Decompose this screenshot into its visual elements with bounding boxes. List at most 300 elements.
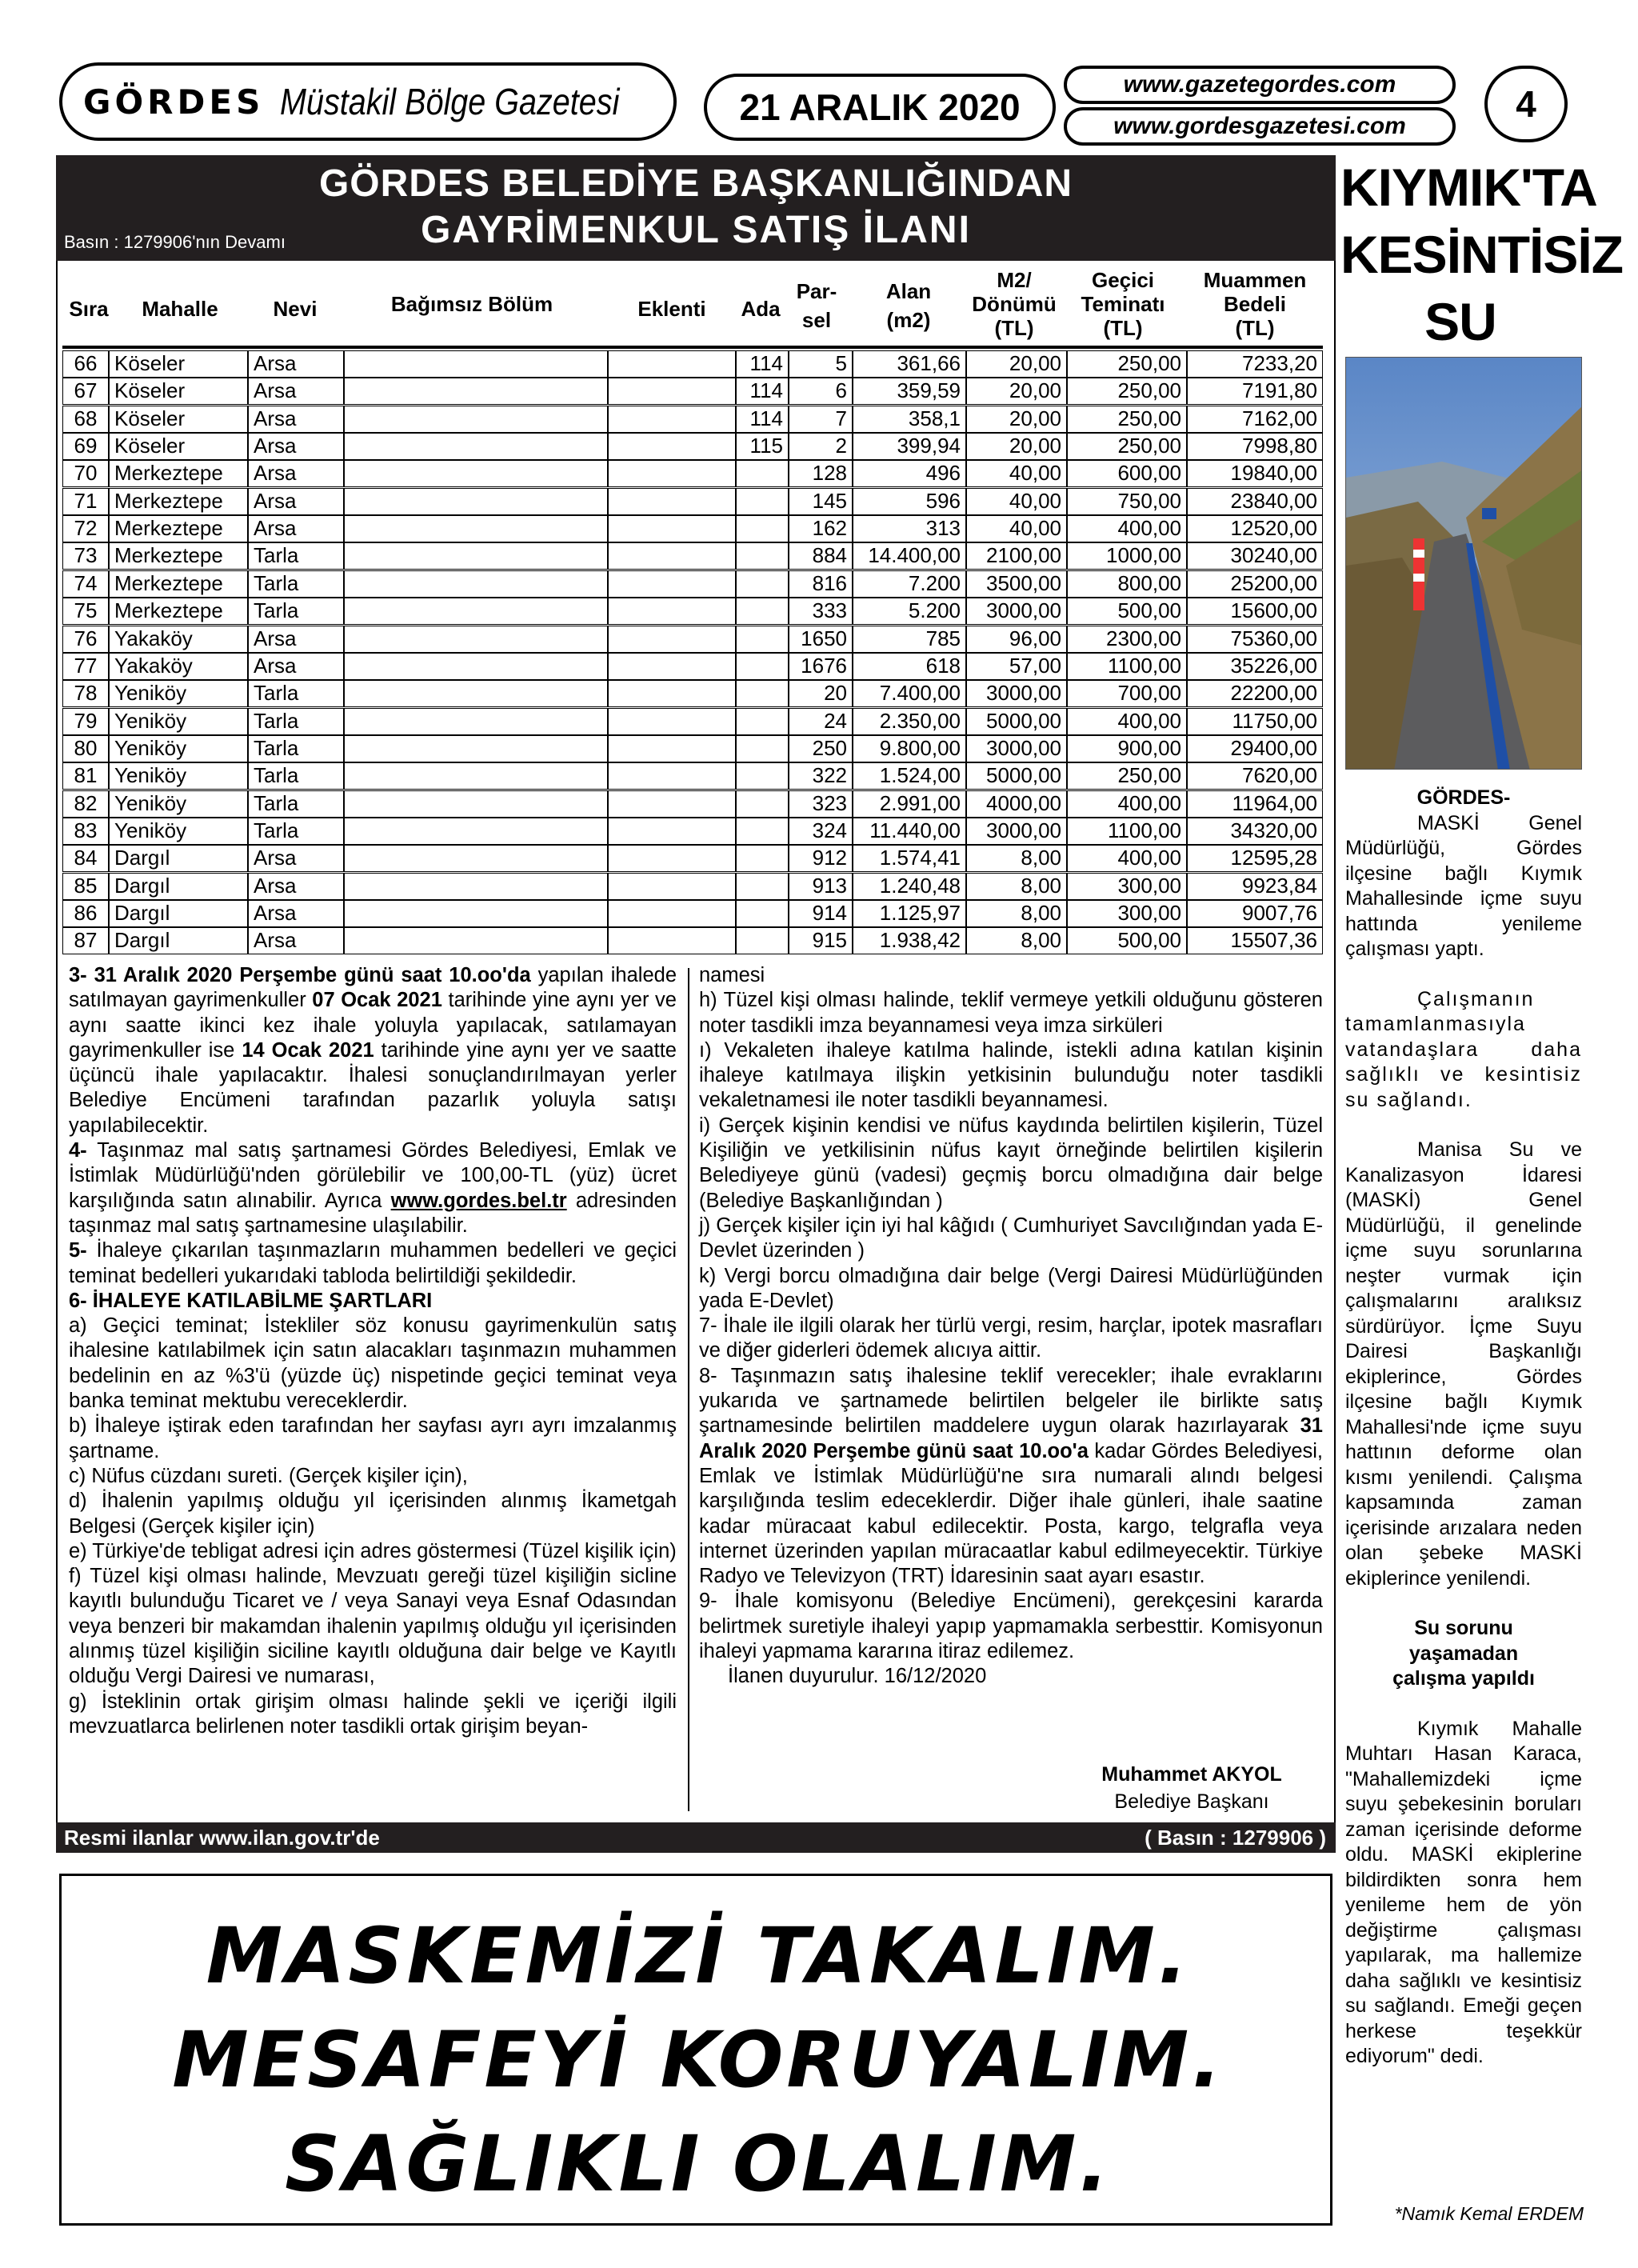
ad-title-2: GAYRİMENKUL SATIŞ İLANI [421, 209, 971, 251]
table-cell-bedel: 7162,00 [1187, 406, 1323, 433]
news-paragraph-3: Manisa Su ve Kanalizasyon İdaresi (MASKİ) Genel Müdürlüğü, il genelinde içme suyu sorunlarına neşter vurmak için çalışmalarını aralıksız sürdürüyor. İçme Suyu Dairesi Başkanlığı ekiplerince, Gördes ilçesine bağlı Kıymık Mahallesi'nde içme suyu hattının deforme olan kısmı yenilendi. Çalışma kapsamında zaman içerisinde arızalara neden olan şebeke MASKİ ekiplerince yenilendi. [1345, 1138, 1582, 1590]
table-cell-alan: 618 [853, 653, 966, 680]
table-cell-empty [344, 378, 608, 405]
table-cell-ada [736, 818, 789, 845]
table-cell-alan: 1.574,41 [853, 845, 966, 872]
condition-i-dotless: ı) Vekaleten ihaleye katılma halinde, istekli adına katılan kişinin ihaleye katılmaya ilişkin yetkisinin bulunduğu noter tasdikli vekaletnamesi ile noter tasdikli beyannamesi. [699, 1038, 1323, 1112]
table-cell-teminat: 1100,00 [1067, 653, 1187, 680]
table-cell-teminat: 400,00 [1067, 845, 1187, 872]
news-paragraph-1: MASKİ Genel Müdürlüğü, Gördes ilçesine bağlı Kıymık Mahallesinde içme suyu hattında yenileme çalışması yaptı. [1345, 811, 1582, 960]
table-cell-nevi: Tarla [248, 735, 344, 762]
condition-k: k) Vergi borcu olmadığına dair belge (Vergi Dairesi Müdürlüğünden yada E-Devlet) [699, 1264, 1323, 1312]
table-cell-empty [344, 790, 608, 818]
table-cell-empty [608, 542, 736, 570]
table-cell-parsel: 162 [789, 515, 853, 542]
table-cell-nevi: Arsa [248, 900, 344, 927]
table-cell-teminat: 300,00 [1067, 873, 1187, 900]
header-sira: Sıra [69, 297, 109, 321]
table-cell-empty [608, 900, 736, 927]
table-cell-parsel: 915 [789, 927, 853, 954]
condition-c: c) Nüfus cüzdanı sureti. (Gerçek kişiler için), [69, 1464, 468, 1487]
paragraph-8: 8- Taşınmazın satış ihalesine teklif verecekler; ihale evraklarını yukarıda ve şartnamede belirtilen belgeler ile birlikte satış şartnamesinde belirtilen maddelere uygun olarak hazırlayarak 31 Aralık 2020 Perşembe günü saat 10.oo'a kadar Gördes Belediyesi, Emlak ve İstimlak Müdürlüğü'ne sıra numarali alındı belgesi karşılığında teslim edeceklerdir. Diğer ihale günleri, ihale saatine kadar müracaat kabul edilecektir. Posta, kargo, telgrafla veya internet üzerinden yapılan müracaatlar kabul edilmeyecektir. Türkiye Radyo ve Televizyon (TRT) İdaresinin saat ayarı esastır. [699, 1364, 1324, 1588]
table-cell-empty [608, 488, 736, 515]
table-cell-mahalle: Dargıl [109, 927, 248, 954]
news-headline-1: KIYMIK'TA [1340, 158, 1597, 217]
table-cell-parsel: 912 [789, 845, 853, 872]
table-cell-empty [344, 873, 608, 900]
table-cell-parsel: 250 [789, 735, 853, 762]
header-nevi: Nevi [273, 297, 318, 321]
header-eklenti: Eklenti [637, 297, 706, 321]
table-cell-nevi: Tarla [248, 542, 344, 570]
condition-b: b) İhaleye iştirak eden tarafından her sayfası ayrı ayrı imzalanmış şartname. [69, 1414, 677, 1462]
table-cell-alan: 1.240,48 [853, 873, 966, 900]
table-cell-bedel: 7620,00 [1187, 762, 1323, 790]
table-cell-empty [608, 515, 736, 542]
table-cell-empty [344, 653, 608, 680]
table-cell-donum: 3000,00 [966, 598, 1067, 625]
table-cell-teminat: 600,00 [1067, 460, 1187, 487]
table-cell-ada: 114 [736, 406, 789, 433]
table-cell-donum: 8,00 [966, 927, 1067, 954]
table-cell-alan: 11.440,00 [853, 818, 966, 845]
header-ada: Ada [741, 297, 781, 321]
header-parsel-1: Par- [796, 279, 837, 303]
table-cell-bedel: 15507,36 [1187, 927, 1323, 954]
paragraph-4: 4- Taşınmaz mal satış şartnamesi Gördes Belediyesi, Emlak ve İstimlak Müdürlüğü'nden görülebilir ve 100,00-TL (yüz) ücret karşılığında satın alınabilir. Ayrıca www.gordes.bel.tr adresinden taşınmaz mal satış şartnamesine ulaşılabilir. [69, 1139, 677, 1237]
ad-title-1: GÖRDES BELEDİYE BAŞKANLIĞINDAN [318, 162, 1073, 205]
table-cell-alan: 1.524,00 [853, 762, 966, 790]
table-cell-nevi: Arsa [248, 927, 344, 954]
table-cell-parsel: 6 [789, 378, 853, 405]
table-cell-sira: 68 [62, 406, 109, 433]
table-cell-mahalle: Yakaköy [109, 653, 248, 680]
table-cell-teminat: 500,00 [1067, 598, 1187, 625]
mask-campaign-box [59, 1874, 1332, 2226]
table-cell-parsel: 128 [789, 460, 853, 487]
table-cell-ada [736, 900, 789, 927]
condition-a: a) Geçici teminat; İstekliler söz konusu gayrimenkulün satış ihalesine katılabilmek için satın alacakları taşınmazın muhammen bedelinin en az %3'ü (yüzde üç) nispetinde geçici teminat veya banka teminat mektubu vereceklerdir. [69, 1314, 677, 1413]
table-cell-parsel: 884 [789, 542, 853, 570]
table-cell-parsel: 333 [789, 598, 853, 625]
table-cell-bedel: 7998,80 [1187, 433, 1323, 460]
table-cell-alan: 399,94 [853, 433, 966, 460]
table-cell-empty [344, 406, 608, 433]
table-cell-teminat: 250,00 [1067, 378, 1187, 405]
table-cell-bedel: 75360,00 [1187, 626, 1323, 653]
table-cell-donum: 4000,00 [966, 790, 1067, 818]
table-cell-parsel: 816 [789, 570, 853, 598]
table-cell-mahalle: Merkeztepe [109, 542, 248, 570]
table-cell-empty [608, 762, 736, 790]
table-cell-ada [736, 845, 789, 872]
news-headline-2: KESİNTİSİZ [1340, 225, 1624, 284]
table-cell-parsel: 913 [789, 873, 853, 900]
table-cell-nevi: Arsa [248, 433, 344, 460]
table-cell-teminat: 800,00 [1067, 570, 1187, 598]
table-cell-donum: 96,00 [966, 626, 1067, 653]
table-cell-donum: 20,00 [966, 406, 1067, 433]
news-headline-3: SU [1424, 292, 1496, 351]
table-cell-mahalle: Dargıl [109, 873, 248, 900]
page-number: 4 [1484, 66, 1568, 142]
table-cell-sira: 70 [62, 460, 109, 487]
website-link-1[interactable]: www.gazetegordes.com [1064, 66, 1456, 104]
ad-footer [56, 1822, 1336, 1853]
table-cell-empty [344, 542, 608, 570]
table-cell-bedel: 9923,84 [1187, 873, 1323, 900]
table-cell-mahalle: Dargıl [109, 900, 248, 927]
news-subhead-2: yaşamadan [1408, 1642, 1519, 1665]
table-cell-nevi: Tarla [248, 790, 344, 818]
table-cell-ada [736, 460, 789, 487]
table-cell-mahalle: Yeniköy [109, 818, 248, 845]
table-cell-bedel: 12595,28 [1187, 845, 1323, 872]
table-cell-parsel: 24 [789, 708, 853, 735]
table-cell-sira: 76 [62, 626, 109, 653]
table-cell-alan: 496 [853, 460, 966, 487]
table-cell-empty [608, 350, 736, 378]
table-cell-bedel: 12520,00 [1187, 515, 1323, 542]
municipality-link[interactable]: www.gordes.bel.tr [390, 1189, 567, 1212]
table-cell-parsel: 323 [789, 790, 853, 818]
table-cell-parsel: 5 [789, 350, 853, 378]
table-cell-empty [344, 680, 608, 707]
table-cell-nevi: Arsa [248, 460, 344, 487]
table-cell-mahalle: Yeniköy [109, 708, 248, 735]
table-cell-empty [344, 818, 608, 845]
column-divider [688, 968, 689, 1811]
table-cell-empty [608, 735, 736, 762]
table-cell-parsel: 7 [789, 406, 853, 433]
table-cell-bedel: 9007,76 [1187, 900, 1323, 927]
condition-g-cont: namesi [699, 964, 765, 986]
table-cell-sira: 73 [62, 542, 109, 570]
header-donum-2: Dönümü [972, 292, 1057, 316]
table-cell-ada [736, 873, 789, 900]
table-cell-donum: 8,00 [966, 873, 1067, 900]
table-cell-donum: 8,00 [966, 900, 1067, 927]
table-cell-mahalle: Merkeztepe [109, 460, 248, 487]
condition-h: h) Tüzel kişi olması halinde, teklif vermeye yetkili olduğunu gösteren noter tasdikli imza beyannamesi veya imza sirküleri [699, 989, 1323, 1037]
table-cell-ada [736, 735, 789, 762]
table-cell-sira: 79 [62, 708, 109, 735]
table-cell-empty [608, 680, 736, 707]
news-photo [1345, 357, 1582, 770]
table-cell-empty [344, 762, 608, 790]
table-cell-alan: 1.125,97 [853, 900, 966, 927]
table-cell-empty [344, 350, 608, 378]
table-cell-mahalle: Yeniköy [109, 680, 248, 707]
header-bedel-1: Muammen [1203, 268, 1307, 292]
table-cell-sira: 85 [62, 873, 109, 900]
table-cell-parsel: 914 [789, 900, 853, 927]
table-cell-empty [344, 570, 608, 598]
table-cell-mahalle: Dargıl [109, 845, 248, 872]
table-cell-sira: 78 [62, 680, 109, 707]
table-cell-alan: 359,59 [853, 378, 966, 405]
press-number: ( Basın : 1279906 ) [1145, 1826, 1326, 1850]
announcement-date: İlanen duyurulur. 16/12/2020 [728, 1665, 987, 1688]
table-cell-empty [608, 460, 736, 487]
table-cell-sira: 84 [62, 845, 109, 872]
table-cell-empty [344, 598, 608, 625]
paragraph-3: 3- 31 Aralık 2020 Perşembe günü saat 10.oo'da yapılan ihalede satılmayan gayrimenkuller 07 Ocak 2021 tarihinde yine aynı yer ve aynı saatte ikinci kez ihale yoluyla yapılacak, satılamayan gayrimenkuller ise 14 Ocak 2021 tarihinde yine aynı yer ve saatte üçüncü ihale yapılacaktır. İhalesi sonuçlandırılmayan yerler Belediye Encümeni tarafından pazarlık yoluyla satışı yapılabilecektir. [69, 964, 677, 1137]
news-paragraph-2: Çalışmanın tamamlanmasıyla vatandaşlara daha sağlıklı ve kesintisiz su sağlandı. [1345, 987, 1582, 1111]
table-cell-empty [608, 570, 736, 598]
table-cell-bedel: 22200,00 [1187, 680, 1323, 707]
table-cell-mahalle: Merkeztepe [109, 570, 248, 598]
table-cell-alan: 5.200 [853, 598, 966, 625]
table-cell-empty [344, 708, 608, 735]
website-link-2[interactable]: www.gordesgazetesi.com [1064, 107, 1456, 146]
table-cell-parsel: 1650 [789, 626, 853, 653]
table-cell-donum: 40,00 [966, 515, 1067, 542]
table-cell-empty [344, 460, 608, 487]
table-cell-alan: 596 [853, 488, 966, 515]
table-cell-sira: 87 [62, 927, 109, 954]
header-donum-1: M2/ [997, 268, 1032, 292]
table-cell-sira: 71 [62, 488, 109, 515]
header-bedel-2: Bedeli [1223, 292, 1287, 316]
table-cell-donum: 3500,00 [966, 570, 1067, 598]
table-cell-donum: 3000,00 [966, 735, 1067, 762]
table-cell-empty [608, 406, 736, 433]
table-cell-empty [608, 378, 736, 405]
signer-name: Muhammet AKYOL [1101, 1763, 1282, 1786]
header-mahalle: Mahalle [142, 297, 218, 321]
news-author: *Namık Kemal ERDEM [1394, 2203, 1584, 2224]
table-cell-bedel: 15600,00 [1187, 598, 1323, 625]
table-cell-nevi: Arsa [248, 626, 344, 653]
table-cell-ada [736, 927, 789, 954]
table-cell-nevi: Tarla [248, 598, 344, 625]
condition-j: j) Gerçek kişiler için iyi hal kâğıdı ( Cumhuriyet Savcılığından yada E-Devlet üzerinden ) [699, 1214, 1323, 1262]
table-cell-teminat: 900,00 [1067, 735, 1187, 762]
table-cell-alan: 7.400,00 [853, 680, 966, 707]
table-cell-empty [344, 900, 608, 927]
table-cell-empty [608, 653, 736, 680]
table-cell-mahalle: Yakaköy [109, 626, 248, 653]
header-alan-2: (m2) [886, 308, 931, 332]
table-cell-empty [344, 433, 608, 460]
table-cell-mahalle: Merkeztepe [109, 598, 248, 625]
table-cell-parsel: 322 [789, 762, 853, 790]
table-cell-teminat: 250,00 [1067, 350, 1187, 378]
table-cell-ada [736, 488, 789, 515]
table-cell-ada [736, 542, 789, 570]
header-teminat-2: Teminatı [1081, 292, 1165, 316]
table-cell-teminat: 1000,00 [1067, 542, 1187, 570]
paragraph-9: 9- İhale komisyonu (Belediye Encümeni), gerekçesini kararda belirtmek suretiyle ihaleyi yapıp yapmamakla serbesttir. Komisyonun ihaleyi yapmama kararına itiraz edilemez. [699, 1590, 1323, 1663]
header-alan-1: Alan [885, 279, 932, 303]
table-cell-sira: 77 [62, 653, 109, 680]
table-cell-sira: 74 [62, 570, 109, 598]
condition-f: f) Tüzel kişi olması halinde, Mevzuatı gereği tüzel kişiliğin sicline kayıtlı bulunduğu Ticaret ve / veya Sanayi veya Esnaf Odasından veya benzeri bir makamdan ihalenin yapılmış olduğu yıl içerisinden alınmış tüzel kişiliğin siciline kayıtlı olduğuna dair belge ve Kayıtlı olduğu Vergi Dairesi ve numarası, [69, 1565, 677, 1688]
table-cell-parsel: 2 [789, 433, 853, 460]
table-cell-ada [736, 626, 789, 653]
table-cell-sira: 81 [62, 762, 109, 790]
table-cell-alan: 7.200 [853, 570, 966, 598]
condition-i: i) Gerçek kişinin kendisi ve nüfus kaydında belirtilen kişilerin, Tüzel Kişiliğin ve yetkilisinin nüfus kayıt örneğinde belirtilen kişilerin Belediyeye günü (vadesi) geçmiş borcu olmadığına dair belge (Belediye Başkanlığından ) [699, 1114, 1323, 1212]
table-cell-donum: 5000,00 [966, 762, 1067, 790]
table-cell-sira: 66 [62, 350, 109, 378]
table-cell-ada [736, 515, 789, 542]
table-cell-sira: 83 [62, 818, 109, 845]
table-cell-sira: 75 [62, 598, 109, 625]
table-cell-donum: 5000,00 [966, 708, 1067, 735]
table-cell-bedel: 30240,00 [1187, 542, 1323, 570]
table-cell-nevi: Arsa [248, 350, 344, 378]
table-cell-parsel: 324 [789, 818, 853, 845]
table-cell-donum: 8,00 [966, 845, 1067, 872]
table-cell-donum: 3000,00 [966, 680, 1067, 707]
news-dateline: GÖRDES- [1416, 786, 1511, 809]
table-cell-teminat: 1100,00 [1067, 818, 1187, 845]
table-cell-bedel: 23840,00 [1187, 488, 1323, 515]
table-cell-ada: 114 [736, 378, 789, 405]
table-cell-donum: 2100,00 [966, 542, 1067, 570]
table-cell-alan: 14.400,00 [853, 542, 966, 570]
table-cell-nevi: Tarla [248, 818, 344, 845]
table-cell-empty [608, 873, 736, 900]
table-cell-donum: 3000,00 [966, 818, 1067, 845]
table-header-rule [62, 346, 1323, 349]
mask-line-2: MESAFEYİ KORUYALIM. [172, 2015, 1225, 2105]
table-cell-teminat: 500,00 [1067, 927, 1187, 954]
table-cell-donum: 20,00 [966, 433, 1067, 460]
table-cell-ada: 114 [736, 350, 789, 378]
table-cell-sira: 67 [62, 378, 109, 405]
table-cell-nevi: Arsa [248, 406, 344, 433]
condition-d: d) İhalenin yapılmış olduğu yıl içerisinden alınmış İkametgah Belgesi (Gerçek kişiler için) [69, 1490, 677, 1538]
table-cell-empty [608, 708, 736, 735]
condition-e: e) Türkiye'de tebligat adresi için adres göstermesi (Tüzel kişilik için) [69, 1539, 677, 1562]
table-cell-nevi: Tarla [248, 680, 344, 707]
table-cell-alan: 2.991,00 [853, 790, 966, 818]
paragraph-7: 7- İhale ile ilgili olarak her türlü vergi, resim, harçlar, ipotek masrafları ve diğer giderleri ödemek alıcıya aittir. [699, 1314, 1323, 1362]
news-paragraph-4: Kıymık Mahalle Muhtarı Hasan Karaca, "Mahallemizdeki içme suyu şebekesinin boruları zaman içerisinde deforme oldu. MASKİ ekiplerine bildirdikten sonra hem yenileme hem de yön değiştirme çalışması yapılarak, ma hallemize daha sağlıklı ve kesintisiz su sağlandı. Emeği geçen herkese teşekkür ediyorum" dedi. [1345, 1717, 1582, 2067]
table-cell-empty [344, 488, 608, 515]
table-cell-mahalle: Yeniköy [109, 762, 248, 790]
table-cell-ada [736, 680, 789, 707]
table-cell-bedel: 34320,00 [1187, 818, 1323, 845]
table-cell-alan: 358,1 [853, 406, 966, 433]
news-subhead-3: çalışma yapıldı [1392, 1667, 1535, 1690]
table-cell-ada: 115 [736, 433, 789, 460]
table-cell-ada [736, 790, 789, 818]
table-cell-teminat: 250,00 [1067, 406, 1187, 433]
table-cell-bedel: 7233,20 [1187, 350, 1323, 378]
table-cell-empty [608, 626, 736, 653]
newspaper-name: GÖRDES [83, 82, 265, 122]
ad-reference: Basın : 1279906'nın Devamı [64, 232, 286, 252]
road-photo-image [1346, 358, 1582, 770]
table-cell-empty [344, 626, 608, 653]
table-cell-teminat: 250,00 [1067, 762, 1187, 790]
masthead [59, 62, 677, 141]
table-cell-sira: 80 [62, 735, 109, 762]
table-cell-sira: 72 [62, 515, 109, 542]
issue-date: 21 ARALIK 2020 [704, 74, 1056, 141]
table-cell-parsel: 145 [789, 488, 853, 515]
signer-title: Belediye Başkanı [1114, 1790, 1269, 1813]
table-cell-teminat: 300,00 [1067, 900, 1187, 927]
table-cell-donum: 20,00 [966, 378, 1067, 405]
ad-text-column-2 [699, 963, 1323, 1690]
table-cell-teminat: 250,00 [1067, 433, 1187, 460]
table-cell-sira: 69 [62, 433, 109, 460]
table-cell-empty [344, 927, 608, 954]
table-cell-empty [344, 845, 608, 872]
table-cell-nevi: Tarla [248, 762, 344, 790]
table-cell-empty [608, 790, 736, 818]
mask-line-1: MASKEMİZİ TAKALIM. [206, 1911, 1191, 2001]
table-cell-parsel: 20 [789, 680, 853, 707]
table-cell-alan: 9.800,00 [853, 735, 966, 762]
table-cell-empty [344, 735, 608, 762]
table-cell-ada [736, 598, 789, 625]
table-cell-nevi: Arsa [248, 488, 344, 515]
table-cell-teminat: 750,00 [1067, 488, 1187, 515]
table-cell-empty [608, 818, 736, 845]
table-cell-parsel: 1676 [789, 653, 853, 680]
table-cell-donum: 40,00 [966, 460, 1067, 487]
table-cell-ada [736, 570, 789, 598]
table-cell-teminat: 400,00 [1067, 790, 1187, 818]
table-cell-ada [736, 653, 789, 680]
table-cell-sira: 82 [62, 790, 109, 818]
table-cell-empty [344, 515, 608, 542]
table-cell-bedel: 7191,80 [1187, 378, 1323, 405]
news-body [1345, 786, 1582, 2070]
table-cell-nevi: Arsa [248, 515, 344, 542]
table-cell-sira: 86 [62, 900, 109, 927]
table-cell-teminat: 400,00 [1067, 515, 1187, 542]
table-cell-empty [608, 845, 736, 872]
table-cell-mahalle: Köseler [109, 378, 248, 405]
header-bedel-3: (TL) [1235, 316, 1275, 340]
header-teminat-1: Geçici [1091, 268, 1155, 292]
newspaper-subtitle: Müstakil Bölge Gazetesi [280, 81, 620, 122]
table-cell-ada [736, 762, 789, 790]
table-cell-bedel: 29400,00 [1187, 735, 1323, 762]
mask-line-3: SAĞLIKLI OLALIM. [285, 2119, 1112, 2209]
table-cell-nevi: Arsa [248, 653, 344, 680]
table-cell-bedel: 35226,00 [1187, 653, 1323, 680]
header-teminat-3: (TL) [1103, 316, 1143, 340]
table-cell-alan: 785 [853, 626, 966, 653]
table-cell-mahalle: Köseler [109, 433, 248, 460]
table-cell-alan: 313 [853, 515, 966, 542]
table-cell-alan: 361,66 [853, 350, 966, 378]
table-cell-donum: 40,00 [966, 488, 1067, 515]
official-ads-link[interactable]: Resmi ilanlar www.ilan.gov.tr'de [64, 1826, 380, 1850]
table-cell-nevi: Tarla [248, 570, 344, 598]
table-cell-teminat: 400,00 [1067, 708, 1187, 735]
table-cell-teminat: 700,00 [1067, 680, 1187, 707]
paragraph-5: 5- İhaleye çıkarılan taşınmazların muhammen bedelleri ve geçici teminat bedelleri yukarıdaki tabloda belirtildiği şekildedir. [69, 1239, 677, 1287]
table-cell-ada [736, 708, 789, 735]
paragraph-6-title: 6- İHALEYE KATILABİLME ŞARTLARI [69, 1289, 433, 1312]
news-subhead-1: Su sorunu [1414, 1617, 1513, 1639]
table-cell-alan: 2.350,00 [853, 708, 966, 735]
ad-header [56, 155, 1336, 261]
table-cell-mahalle: Merkeztepe [109, 515, 248, 542]
table-cell-bedel: 25200,00 [1187, 570, 1323, 598]
table-cell-donum: 57,00 [966, 653, 1067, 680]
table-cell-mahalle: Yeniköy [109, 735, 248, 762]
